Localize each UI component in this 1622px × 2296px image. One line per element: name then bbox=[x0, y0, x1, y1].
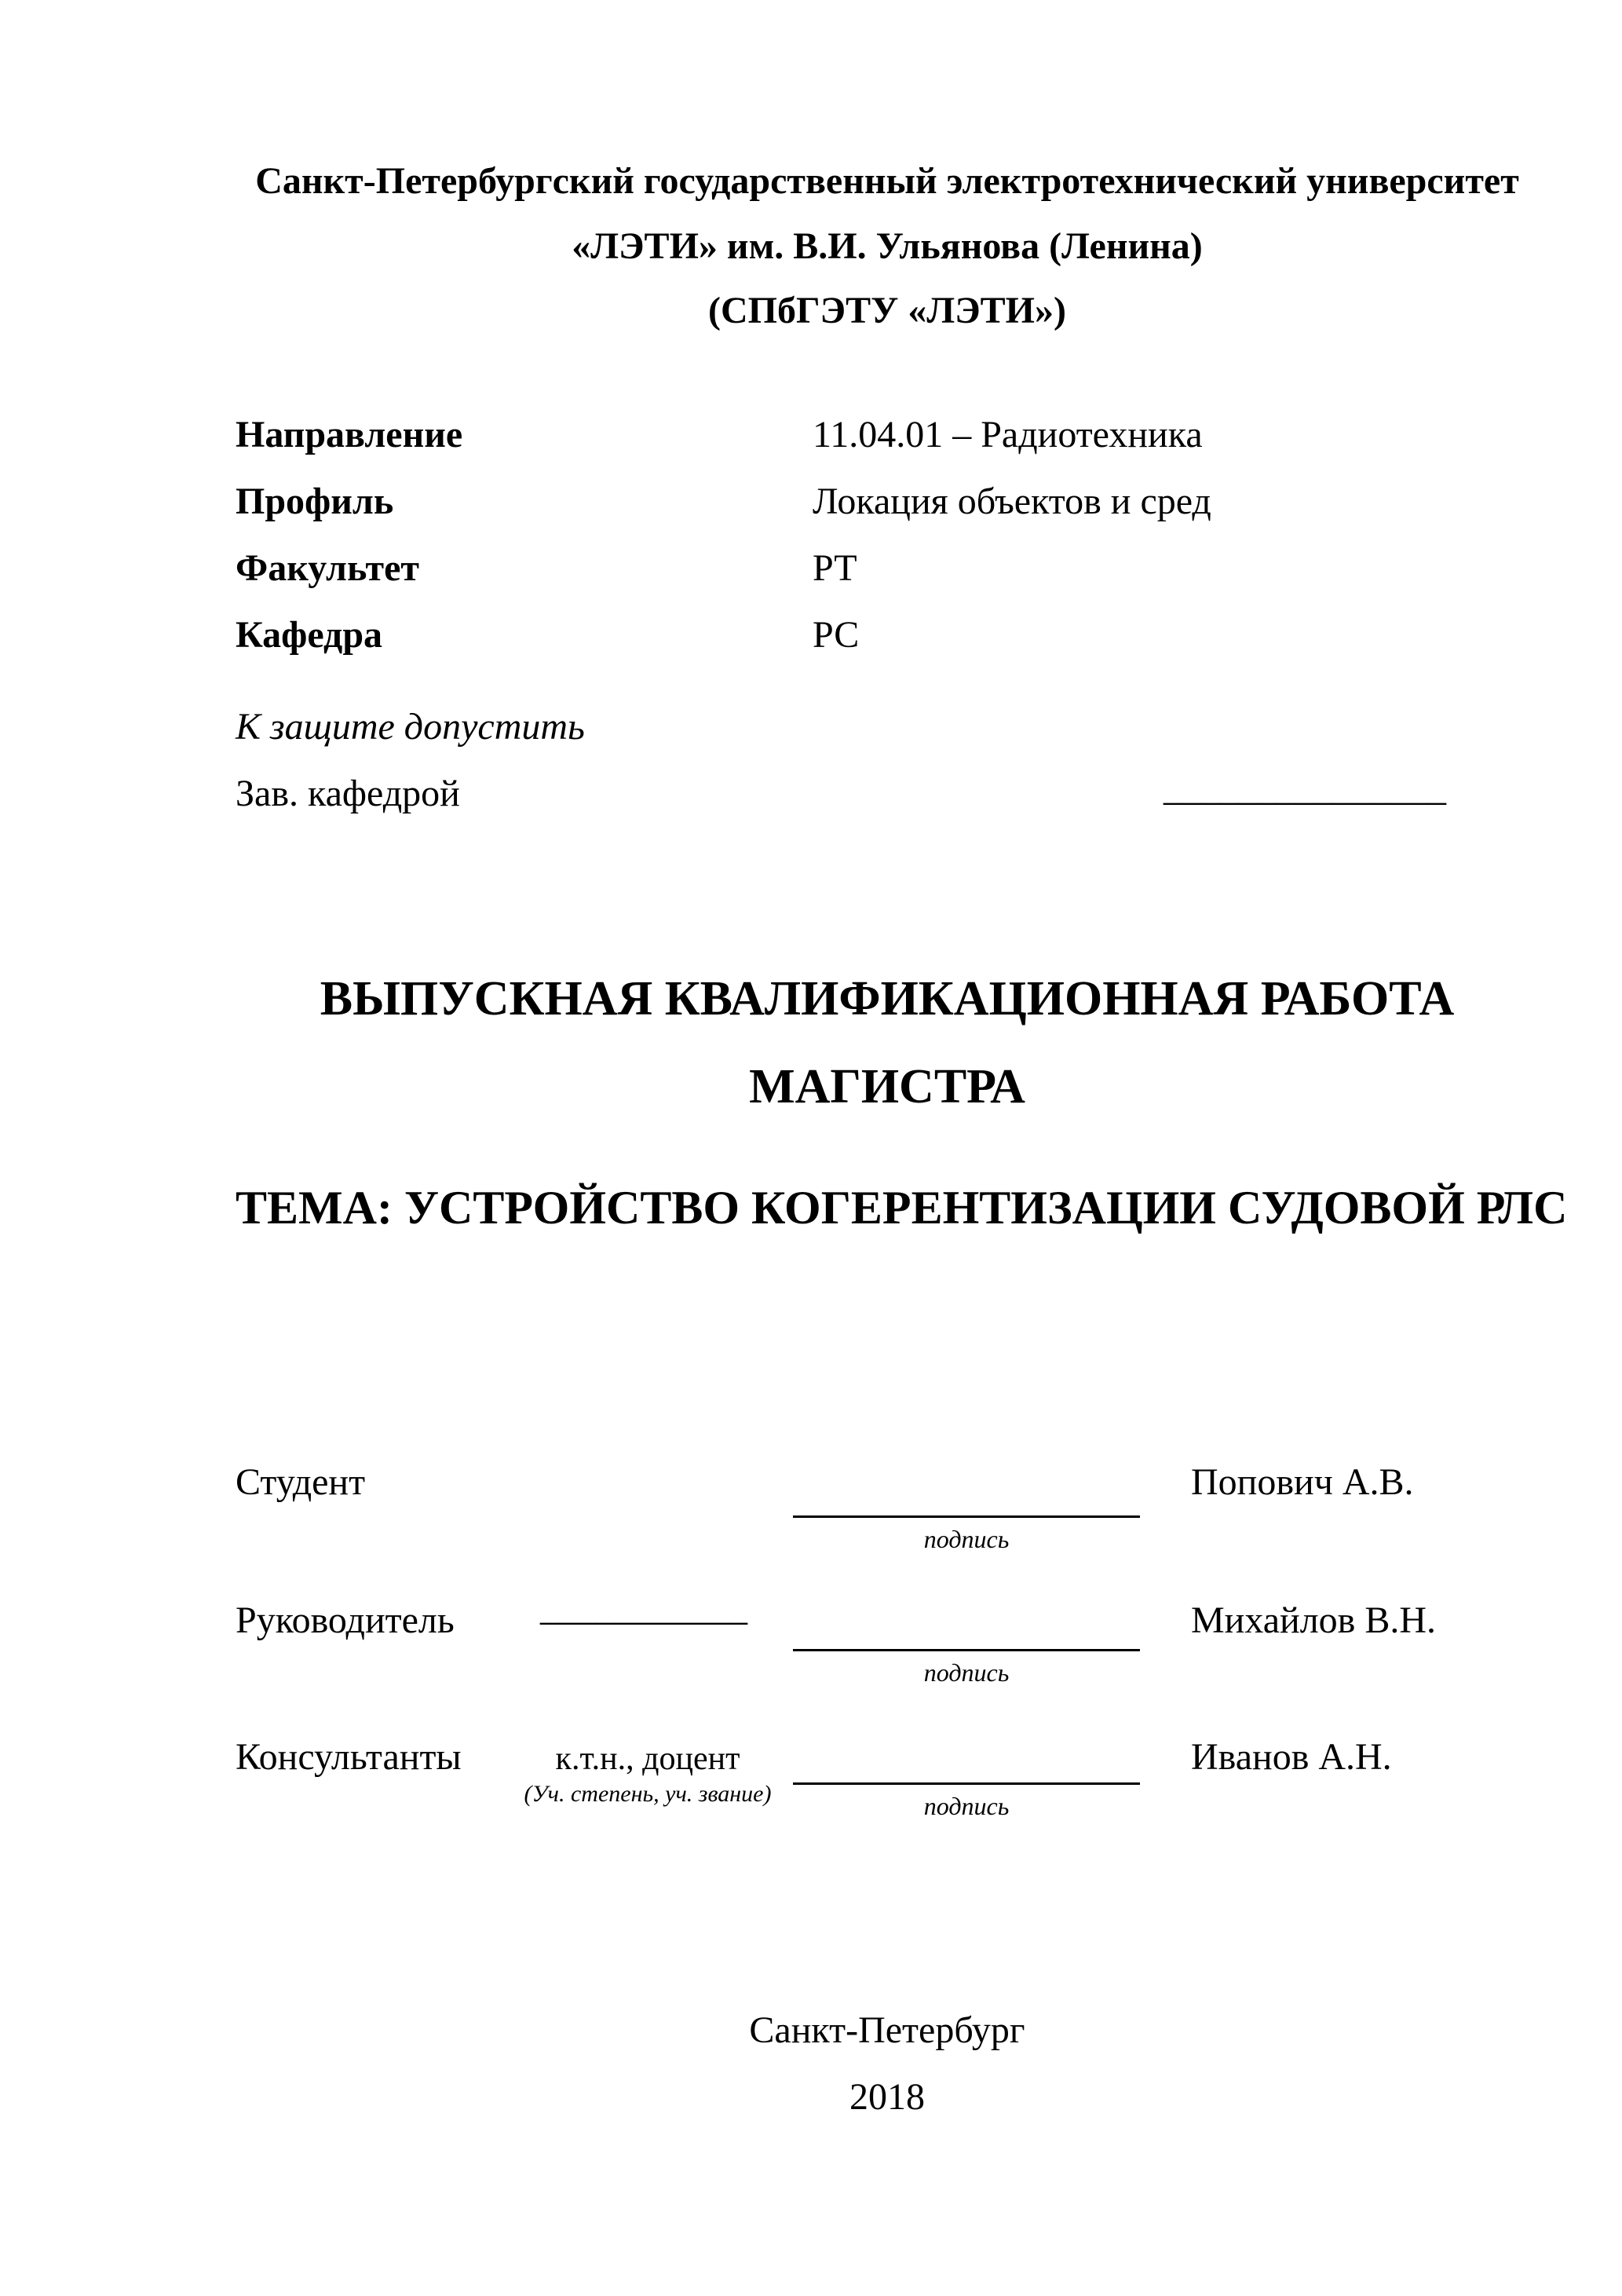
supervisor-degree-blank: ___________ bbox=[540, 1587, 747, 1629]
university-abbreviation: (СПбГЭТУ «ЛЭТИ») bbox=[708, 290, 1066, 331]
university-name-line1: Санкт-Петербургский государственный электротехнический университет bbox=[255, 160, 1519, 202]
department-head-label: Зав. кафедрой bbox=[236, 773, 460, 814]
supervisor-name: Михайлов В.Н. bbox=[1191, 1600, 1437, 1641]
signature-role-student: Студент bbox=[236, 1461, 366, 1503]
field-value-faculty: РТ bbox=[813, 547, 857, 589]
field-label-department: Кафедра bbox=[236, 614, 383, 656]
admission-permission-line: К защите допустить bbox=[236, 706, 585, 748]
footer-city: Санкт-Петербург bbox=[749, 2009, 1025, 2051]
work-title-line2: МАГИСТРА bbox=[749, 1060, 1025, 1113]
student-signature-line bbox=[793, 1515, 1140, 1518]
field-value-department: РС bbox=[813, 614, 860, 656]
work-theme: ТЕМА: УСТРОЙСТВО КОГЕРЕНТИЗАЦИИ СУДОВОЙ РЛС bbox=[236, 1182, 1568, 1234]
field-value-profile: Локация объектов и сред bbox=[813, 481, 1211, 522]
consultant-signature-caption: подпись bbox=[923, 1792, 1010, 1820]
field-value-direction: 11.04.01 – Радиотехника bbox=[813, 414, 1203, 455]
field-label-direction: Направление bbox=[236, 414, 463, 455]
footer-year: 2018 bbox=[849, 2076, 925, 2118]
student-signature-caption: подпись bbox=[923, 1525, 1010, 1553]
supervisor-signature-line bbox=[793, 1649, 1140, 1651]
supervisor-signature-caption: подпись bbox=[923, 1658, 1010, 1687]
consultant-signature-line bbox=[793, 1782, 1140, 1785]
consultant-degree-caption: (Уч. степень, уч. звание) bbox=[524, 1781, 772, 1807]
student-name: Попович А.В. bbox=[1191, 1461, 1414, 1503]
field-label-faculty: Факультет bbox=[236, 547, 419, 589]
field-label-profile: Профиль bbox=[236, 481, 394, 522]
signature-role-consultants: Консультанты bbox=[236, 1736, 462, 1778]
work-title-line1: ВЫПУСКНАЯ КВАЛИФИКАЦИОННАЯ РАБОТА bbox=[320, 972, 1455, 1026]
department-head-signature-blank: _______________ bbox=[1164, 767, 1446, 809]
university-name-line2: «ЛЭТИ» им. В.И. Ульянова (Ленина) bbox=[572, 225, 1203, 267]
consultant-name: Иванов А.Н. bbox=[1191, 1736, 1392, 1778]
signature-role-supervisor: Руководитель bbox=[236, 1600, 455, 1641]
consultant-degree: к.т.н., доцент bbox=[555, 1741, 740, 1777]
